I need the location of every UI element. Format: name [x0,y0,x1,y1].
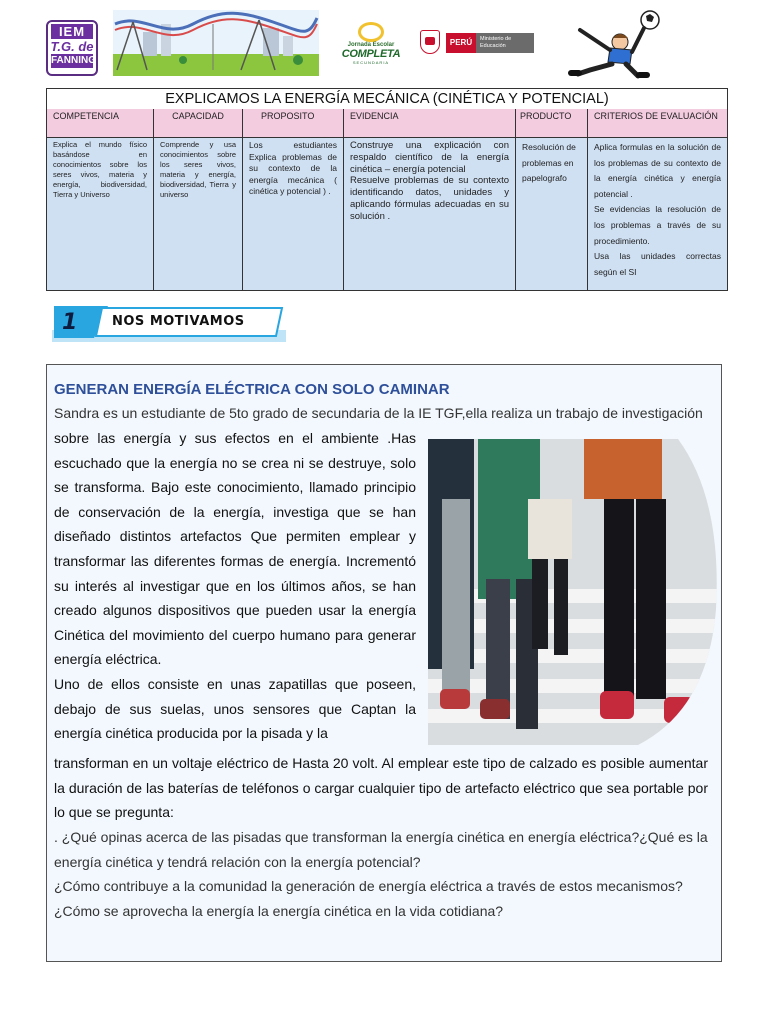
table-header-producto: PRODUCTO [516,109,588,138]
question-item: ¿Cómo contribuye a la comunidad la generación de energía eléctrica a través de estos mecanismos? [54,878,683,894]
reading-paragraph: sobre las energía y sus efectos en el ambiente .Has escuchado que la energía no se crea ni se destruye, solo se transforma. Bajo este conocimiento, llamado principio de conservación de la energía, investiga que se han diseñado distintos artefactos Que permiten emplear y transformar las diferentes formas de energía. Incrementó su interés al investigar que en los últimos años, se han creado algunos dispositivos que pueden usar la energía Cinética del movimiento del cuerpo humano para generar energía eléctrica. [54,430,416,668]
ministry-country: PERÚ [446,33,476,53]
ministry-logo [420,30,534,56]
question-item: ¿Cómo se aprovecha la energía la energía cinética en la vida cotidiana? [54,902,504,919]
reading-intro: Sandra es un estudiante de 5to grado de secundaria de la IE TGF,ella realiza un trabajo de investigación [54,405,703,421]
table-header-competencia: COMPETENCIA [47,109,154,138]
school-logo-line3: FANNING [51,55,96,66]
reading-questions [54,825,714,923]
reading-title: GENERAN ENERGÍA ELÉCTRICA CON SOLO CAMINAR [54,381,450,398]
cell-proposito: Los estudiantes Explica problemas de su contexto de la energía mecánica ( cinética y potencial ) . [243,138,344,290]
question-item: . ¿Qué opinas acerca de las pisadas que transforman la energía cinética en energía eléctrica?¿Qué es la energía cinética y tendrá relación con la energía potencial? [54,829,708,870]
sun-icon [358,22,384,42]
reading-continued [54,751,708,825]
cell-criterios: Aplica formulas en la solución de los problemas de su contexto de la energía cinética y energía potencial . Se evidencias la resolución de los problemas a través de su procedimiento. Usa las unidades correctas según el SI [588,138,727,290]
cell-competencia: Explica el mundo físico basándose en conocimientos sobre los seres vivos, materia y energía, biodiversidad, Tierra y Universo [47,138,154,290]
table-header-criterios: CRITERIOS DE EVALUACIÓN [588,109,727,138]
cell-evidencia: Construye una explicación con respaldo científico de la energía cinética – energía potencial Resuelve problemas de su contexto identificando datos, unidades y aplicando fórmulas adecuadas en su solución . [344,138,516,290]
school-logo-line2: T.G. de [50,39,94,54]
soccer-player-illustration [560,8,664,80]
ministry-name: Ministerio de Educación [476,33,534,53]
coat-of-arms-icon [420,30,440,54]
school-logo-line1: IEM [51,24,93,39]
table-header-evidencia: EVIDENCIA [344,109,516,138]
competence-table [46,88,728,291]
table-header-capacidad: CAPACIDAD [154,109,243,138]
school-logo [46,20,98,76]
banner-label: NOS MOTIVAMOS [112,314,245,329]
cell-capacidad: Comprende y usa conocimientos sobre los seres vivos, materia y energía, biodiversidad, Tierra y universo [154,138,243,290]
jornada-escolar-completa-logo [336,22,406,64]
section-banner [50,302,288,344]
table-header-proposito: PROPOSITO [243,109,344,138]
reading-card [46,364,722,962]
program-logo-line3: SECUNDARIA [352,60,390,65]
table-title: EXPLICAMOS LA ENERGÍA MECÁNICA (CINÉTICA Y POTENCIAL) [47,89,727,110]
program-logo-line1: Jornada Escolar [347,42,395,48]
reading-paragraph: transforman en un voltaje eléctrico de Hasta 20 volt. Al emplear este tipo de calzado es posible aumentar la duración de las baterías de teléfonos o cargar cualquier tipo de artefacto eléctrico que sea portable por lo que se pregunta: [54,755,708,821]
program-logo-line2: COMPLETA [341,48,401,60]
cell-producto: Resolución de problemas en papelografo [516,138,588,290]
reading-body [54,426,416,746]
reading-paragraph: Uno de ellos consiste en unas zapatillas que poseen, debajo de sus suelas, unos sensores que Captan la energía cinética producida por la pisada y la [54,675,416,742]
banner-number: 1 [62,310,78,335]
roller-coaster-illustration [113,10,319,76]
people-walking-crosswalk-photo [428,439,722,745]
